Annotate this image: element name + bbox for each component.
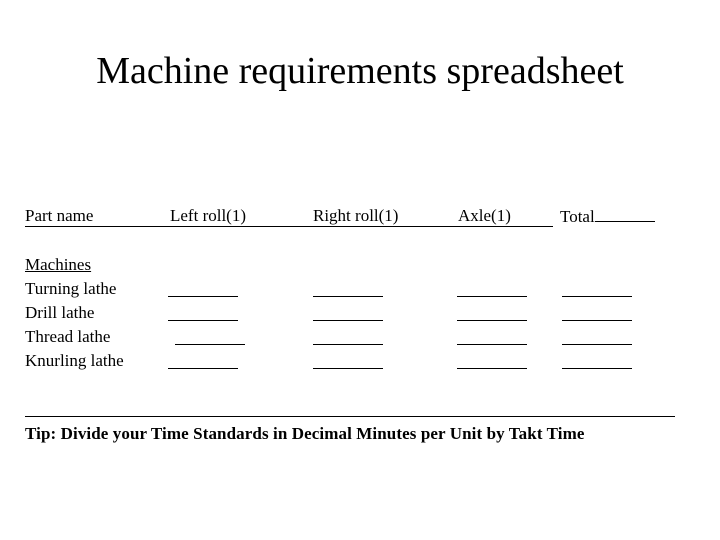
header-total (560, 206, 655, 227)
page-title: Machine requirements spreadsheet (96, 50, 624, 92)
row-label-thread-lathe: Thread lathe (25, 327, 111, 346)
blank-thread-axle[interactable] (457, 344, 527, 345)
blank-thread-left-roll[interactable] (175, 344, 245, 345)
blank-knurling-axle[interactable] (457, 368, 527, 369)
blank-turning-right-roll[interactable] (313, 296, 383, 297)
divider-line (25, 416, 675, 417)
row-label-turning-lathe: Turning lathe (25, 279, 117, 298)
header-left-roll: Left roll(1) (165, 206, 307, 227)
header-right-roll: Right roll(1) (307, 206, 450, 227)
row-label-drill-lathe: Drill lathe (25, 303, 95, 322)
header-axle: Axle(1) (450, 206, 553, 227)
blank-thread-total[interactable] (562, 344, 632, 345)
blank-turning-left-roll[interactable] (168, 296, 238, 297)
blank-knurling-total[interactable] (562, 368, 632, 369)
header-total-label: Total (560, 207, 595, 226)
blank-drill-left-roll[interactable] (168, 320, 238, 321)
blank-drill-axle[interactable] (457, 320, 527, 321)
blank-thread-right-roll[interactable] (313, 344, 383, 345)
blank-drill-right-roll[interactable] (313, 320, 383, 321)
header-part-name: Part name (25, 206, 165, 227)
blank-turning-axle[interactable] (457, 296, 527, 297)
blank-turning-total[interactable] (562, 296, 632, 297)
row-label-knurling-lathe: Knurling lathe (25, 351, 124, 370)
machines-label: Machines (25, 255, 92, 274)
total-header-blank (595, 206, 655, 222)
blank-knurling-right-roll[interactable] (313, 368, 383, 369)
blank-drill-total[interactable] (562, 320, 632, 321)
tip-text: Tip: Divide your Time Standards in Decimal Minutes per Unit by Takt Time (25, 424, 585, 443)
blank-knurling-left-roll[interactable] (168, 368, 238, 369)
